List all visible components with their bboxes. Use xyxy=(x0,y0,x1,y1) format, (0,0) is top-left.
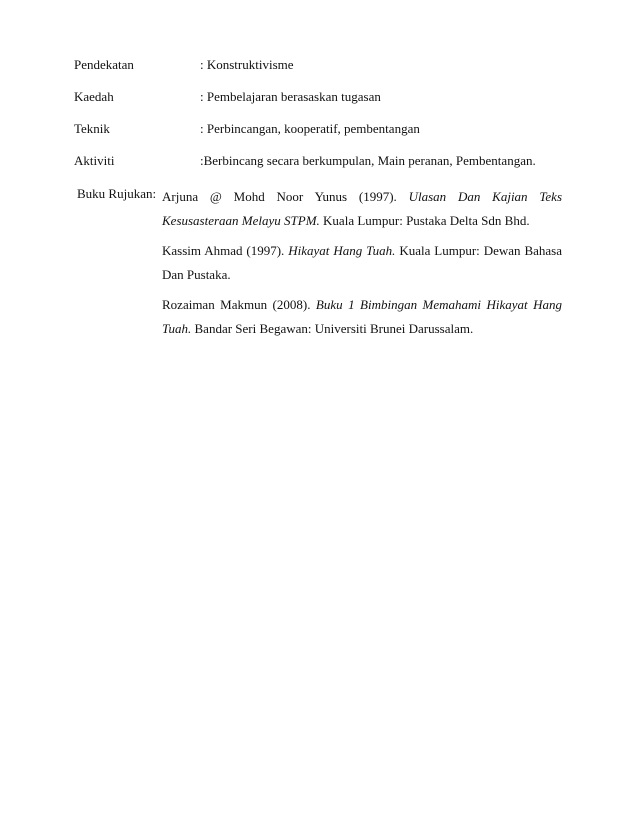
field-value: : Pembelajaran berasaskan tugasan xyxy=(200,89,381,104)
references-list xyxy=(162,185,562,347)
reference-author: Kassim Ahmad (1997). xyxy=(162,243,289,258)
reference-publisher: Kuala Lumpur: Dewan Bahasa Dan Pustaka. xyxy=(162,243,562,282)
field-value: :Berbincang secara berkumpulan, Main peranan, Pembentangan. xyxy=(200,153,536,168)
reference-title: Buku 1 Bimbingan Memahami Hikayat Hang Tuah. xyxy=(162,297,562,336)
reference-publisher: Kuala Lumpur: Pustaka Delta Sdn Bhd. xyxy=(319,213,530,228)
reference-item xyxy=(162,293,562,341)
field-value: : Konstruktivisme xyxy=(200,57,294,72)
reference-title: Ulasan Dan Kajian Teks Kesusasteraan Melayu STPM. xyxy=(162,189,562,228)
field-label: Aktiviti xyxy=(74,153,115,168)
field-value: : Perbincangan, kooperatif, pembentangan xyxy=(200,121,420,136)
references-label: Buku Rujukan: xyxy=(77,186,157,201)
reference-title: Hikayat Hang Tuah. xyxy=(288,243,396,258)
field-label: Teknik xyxy=(74,121,110,136)
reference-author: Arjuna @ Mohd Noor Yunus (1997). xyxy=(162,189,409,204)
reference-item xyxy=(162,239,562,287)
reference-item xyxy=(162,185,562,233)
reference-publisher: Bandar Seri Begawan: Universiti Brunei Darussalam. xyxy=(191,321,474,336)
field-label: Kaedah xyxy=(74,89,114,104)
field-label: Pendekatan xyxy=(74,57,134,72)
reference-author: Rozaiman Makmun (2008). xyxy=(162,297,316,312)
